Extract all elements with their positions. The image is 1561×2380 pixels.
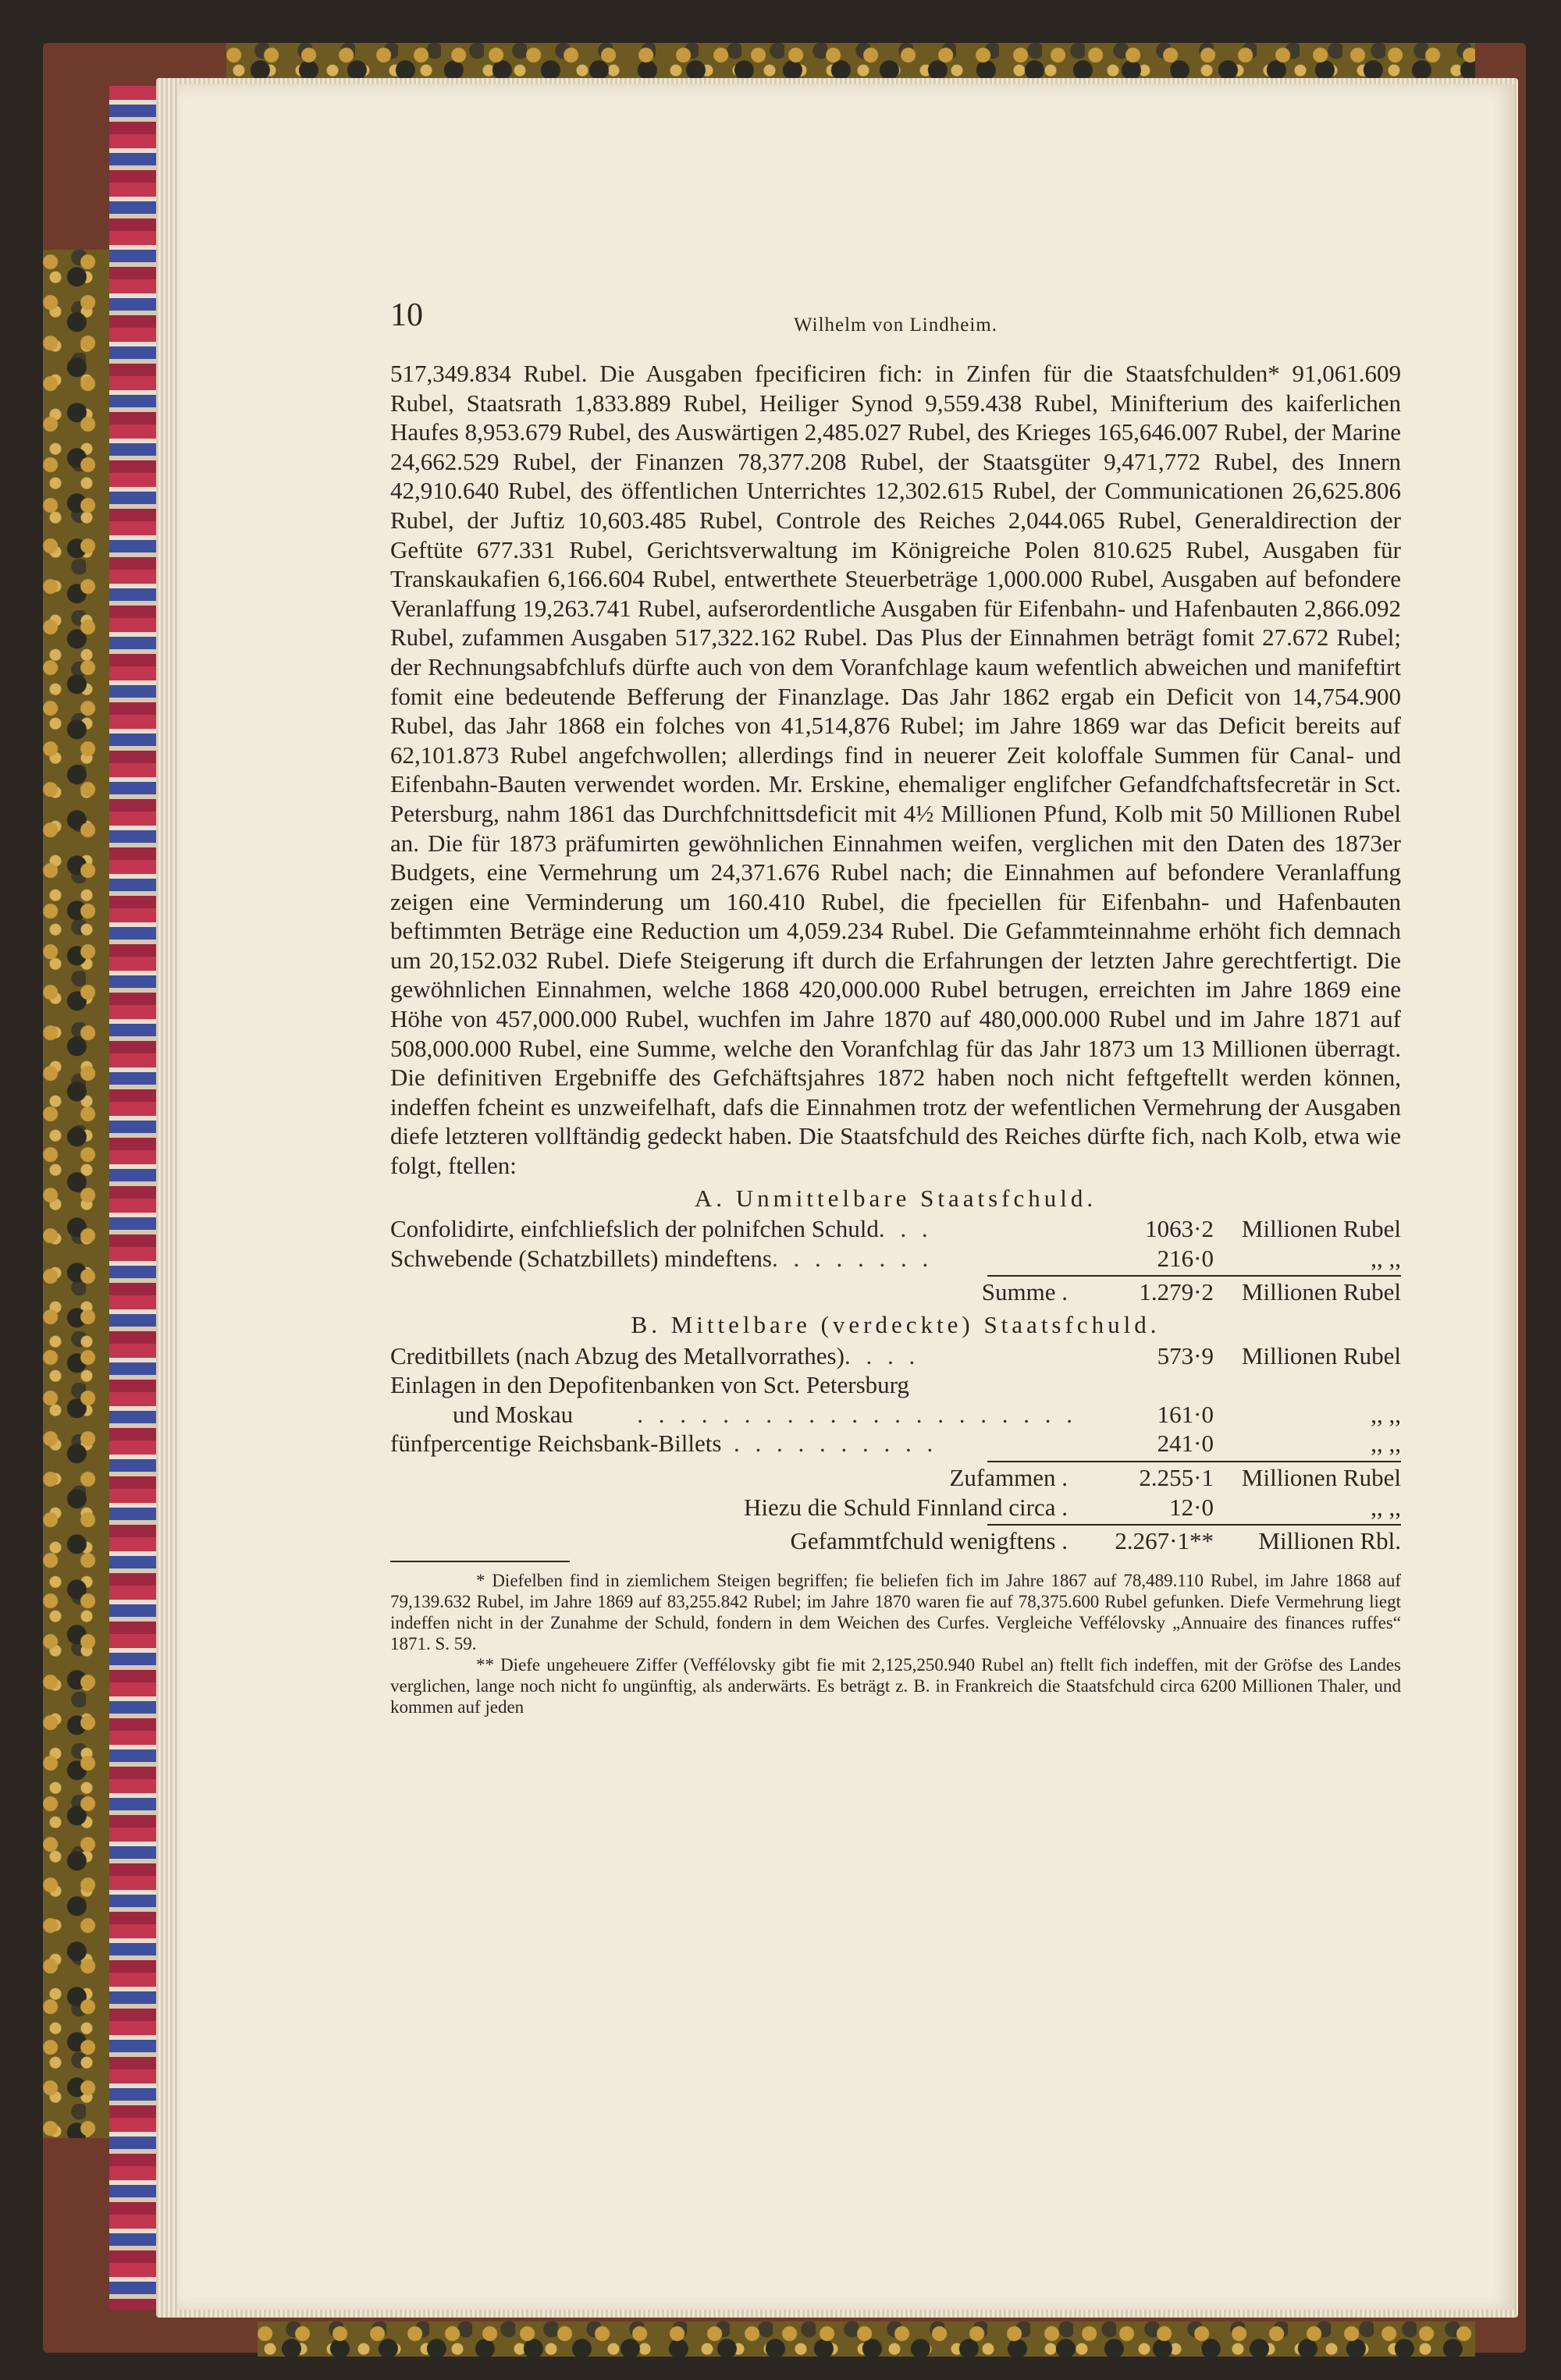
- finnland-row: [390, 1493, 1401, 1522]
- debt-label: fünfpercentige Reichsbank-Billets: [390, 1430, 722, 1458]
- debt-amount: 573·9: [1157, 1341, 1214, 1369]
- section-a-title: A. Unmittelbare Staatsfchuld.: [694, 1184, 1097, 1212]
- leader-dots: . . . . . . . . . .: [734, 1430, 938, 1458]
- footnote-rule: [390, 1561, 570, 1562]
- section-b-title: B. Mittelbare (verdeckte) Staatsfchuld.: [631, 1311, 1161, 1338]
- finnland-amount: 12·0: [1169, 1493, 1214, 1521]
- total-unit: Millionen Rbl.: [1258, 1527, 1401, 1555]
- marbled-board-bottom: [258, 2321, 1475, 2357]
- marbled-page-edge: [109, 86, 158, 2310]
- sum-rule: [987, 1275, 1401, 1277]
- footnotes: [390, 1570, 1401, 1718]
- debt-row: [390, 1341, 1401, 1371]
- debt-unit: ,, ,,: [1371, 1400, 1401, 1428]
- debt-row: [390, 1244, 1401, 1273]
- leader-dots: . . . . . . . .: [771, 1244, 933, 1272]
- debt-row: [390, 1370, 1401, 1400]
- debt-row: [390, 1429, 1401, 1458]
- debt-unit: ,, ,,: [1371, 1430, 1401, 1458]
- zusammen-amount: 2.255·1: [1139, 1463, 1214, 1491]
- debt-label: und Moskau: [453, 1400, 574, 1428]
- marbled-board-left: [43, 250, 117, 2138]
- debt-amount: 216·0: [1157, 1244, 1214, 1272]
- sum-rule: [987, 1461, 1401, 1462]
- debt-unit: Millionen Rubel: [1241, 1215, 1401, 1243]
- zusammen-unit: Millionen Rubel: [1241, 1463, 1401, 1491]
- footnote-2: ** Diefe ungeheuere Ziffer (Veffélovsky gibt fie mit 2,125,250.940 Rubel an) ftellt fich indeffen, mit der Gröfse des Landes verglichen, lange noch nicht fo ungünftig, als anderwärts. Es beträgt z. B. in Frankreich die Staatsfchuld circa 6200 Millionen Thaler, und kommen auf jeden: [390, 1654, 1401, 1717]
- debt-row: [390, 1214, 1401, 1244]
- leader-dots: . . .: [878, 1215, 933, 1243]
- debt-label: Creditbillets (nach Abzug des Metallvorrathes): [390, 1341, 845, 1369]
- sum-rule: [987, 1524, 1401, 1526]
- page-number: 10: [390, 297, 423, 333]
- sum-label: Summe .: [981, 1278, 1068, 1306]
- leader-dots: . . . .: [844, 1341, 920, 1369]
- debt-row: [390, 1400, 1401, 1430]
- debt-unit: ,, ,,: [1371, 1244, 1401, 1272]
- page-content: [390, 297, 1401, 1718]
- debt-amount: 241·0: [1157, 1430, 1214, 1458]
- page-header: [390, 297, 1401, 342]
- debt-label: Schwebende (Schatzbillets) mindeftens: [390, 1244, 772, 1272]
- finnland-label: Hiezu die Schuld Finnland circa .: [744, 1493, 1068, 1521]
- sum-amount: 1.279·2: [1139, 1278, 1214, 1306]
- zusammen-label: Zufammen .: [949, 1463, 1068, 1491]
- sum-unit: Millionen Rubel: [1241, 1278, 1401, 1306]
- debt-amount: 1063·2: [1145, 1215, 1214, 1243]
- total-amount: 2.267·1**: [1115, 1527, 1214, 1555]
- finnland-unit: ,, ,,: [1371, 1493, 1401, 1521]
- zusammen-row: [390, 1463, 1401, 1493]
- debt-amount: 161·0: [1157, 1400, 1214, 1428]
- leader-dots: . . . . . . . . . . . . . . . . . . . . .: [637, 1400, 1077, 1428]
- sum-row: [390, 1277, 1401, 1307]
- debt-label: Einlagen in den Depofitenbanken von Sct. Petersburg: [390, 1371, 909, 1399]
- debt-label: Confolidirte, einfchliefslich der polnifchen Schuld: [390, 1215, 879, 1243]
- body-paragraph: 517,349.834 Rubel. Die Ausgaben fpecificiren fich: in Zinfen für die Staatsfchulden* 91,061.609 Rubel, Staatsrath 1,833.889 Rubel, Heiliger Synod 9,559.438 Rubel, Minifterium des kaiferlichen Haufes 8,953.679 Rubel, des Auswärtigen 2,485.027 Rubel, des Krieges 165,646.007 Rubel, der Marine 24,662.529 Rubel, der Finanzen 78,377.208 Rubel, der Staatsgüter 9,471,772 Rubel, des Innern 42,910.640 Rubel, des öffentlichen Unterrichtes 12,302.615 Rubel, der Communicationen 26,625.806 Rubel, der Juftiz 10,603.485 Rubel, Controle des Reiches 2,044.065 Rubel, Generaldirection der Geftüte 677.331 Rubel, Gerichtsverwaltung im Königreiche Polen 810.625 Rubel, Ausgaben für Transkaukafien 6,166.604 Rubel, entwerthete Steuerbeträge 1,000.000 Rubel, Ausgaben auf befondere Veranlaffung 19,263.741 Rubel, aufserordentliche Ausgaben für Eifenbahn- und Hafenbauten 2,866.092 Rubel, zufammen Ausgaben 517,322.162 Rubel. Das Plus der Einnahmen beträgt fomit 27.672 Rubel; der Rechnungsabfchlufs dürfte auch von dem Voranfchlage kaum wefentlich abweichen und manifeftirt fomit eine bedeutende Befferung der Finanzlage. Das Jahr 1862 ergab ein Deficit von 14,754.900 Rubel, das Jahr 1868 ein folches von 41,514,876 Rubel; im Jahre 1869 war das Deficit bereits auf 62,101.873 Rubel angefchwollen; allerdings find in neuerer Zeit koloffale Summen für Canal- und Eifenbahn-Bauten verwendet worden. Mr. Erskine, ehemaliger englifcher Gefandfchaftsfecretär in Sct. Petersburg, nahm 1861 das Durchfchnittsdeficit mit 4½ Millionen Pfund, Kolb mit 50 Millionen Rubel an. Die für 1873 präfumirten gewöhnlichen Einnahmen weifen, verglichen mit den Daten des 1873er Budgets, eine Vermehrung um 24,371.676 Rubel nach; die Einnahmen auf befondere Veranlaffung zeigen eine Verminderung um 160.410 Rubel, die fpeciellen für Eifenbahn- und Hafenbauten beftimmten Beträge eine Reduction um 4,059.234 Rubel. Die Gefammteinnahme erhöht fich demnach um 20,152.032 Rubel. Diefe Steigerung ift durch die Erfahrungen der letzten Jahre gerechtfertigt. Die gewöhnlichen Einnahmen, welche 1868 420,000.000 Rubel betrugen, erreichten im Jahre 1869 eine Höhe von 457,000.000 Rubel, wuchfen im Jahre 1870 auf 480,000.000 Rubel und im Jahre 1871 auf 508,000.000 Rubel, eine Summe, welche den Voranfchlag für das Jahr 1873 um 13 Millionen überragt. Die definitiven Ergebniffe des Gefchäftsjahres 1872 haben noch nicht feftgeftellt werden können, indeffen fcheint es unzweifelhaft, dafs die Einnahmen trotz der wefentlichen Vermehrung der Ausgaben diefe letzteren vollftändig gedeckt haben. Die Staatsfchuld des Reiches dürfte fich, nach Kolb, etwa wie folgt, ftellen:: [390, 360, 1401, 1180]
- footnote-1: * Diefelben find in ziemlichem Steigen begriffen; fie beliefen fich im Jahre 1867 auf 78,489.110 Rubel, im Jahre 1868 auf 79,139.632 Rubel, im Jahre 1869 auf 83,255.842 Rubel; im Jahre 1870 waren fie auf 78,375.600 Rubel gefunken. Diefe Vermehrung liegt indeffen nicht in der Zunahme der Schuld, fondern in dem Weichen des Curfes. Vergleiche Veffélovsky „Annuaire des finances ruffes“ 1871. S. 59.: [390, 1570, 1401, 1654]
- debt-unit: Millionen Rubel: [1241, 1341, 1401, 1369]
- running-head: Wilhelm von Lindheim.: [794, 314, 997, 336]
- total-label: Gefammtfchuld wenigftens .: [790, 1527, 1068, 1555]
- total-row: [390, 1526, 1401, 1556]
